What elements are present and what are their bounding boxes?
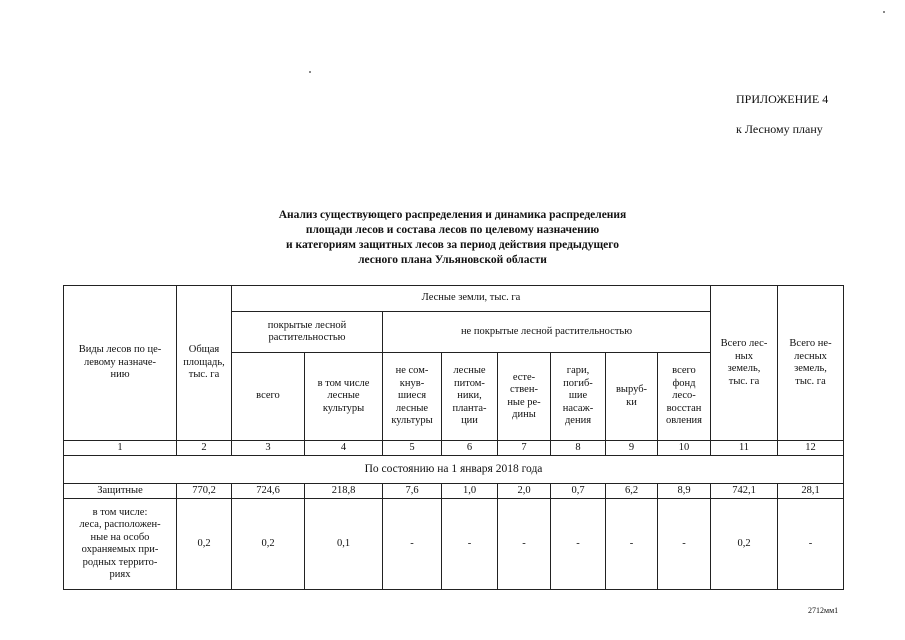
- appendix-subtitle: к Лесному плану: [736, 122, 823, 136]
- header-forest-cultures: в том числе лесные культуры: [305, 353, 383, 441]
- table-cell: -: [442, 499, 498, 590]
- row-label: в том числе: леса, расположен- ные на особо охраняемых при- родных террито- риях: [64, 499, 177, 590]
- header-cuttings: выруб- ки: [606, 353, 658, 441]
- print-stamp: 2712мм1: [808, 606, 839, 615]
- table-cell: -: [383, 499, 442, 590]
- header-not-covered: не покрытые лесной растительностью: [383, 312, 711, 353]
- table-cell: 742,1: [711, 484, 778, 499]
- column-number: 8: [551, 441, 606, 456]
- header-types: Виды лесов по це- левому назначе- нию: [64, 286, 177, 441]
- column-number: 12: [778, 441, 844, 456]
- scan-speck: [883, 11, 885, 13]
- title-line: площади лесов и состава лесов по целевому назначению: [305, 224, 600, 236]
- title-line: и категориям защитных лесов за период действия предыдущего: [286, 239, 619, 251]
- table-cell: 0,2: [711, 499, 778, 590]
- column-number: 5: [383, 441, 442, 456]
- table-row: [64, 499, 844, 590]
- table-cell: -: [551, 499, 606, 590]
- scan-speck: [309, 71, 311, 73]
- header-natural-sparse: есте- ствен- ные ре- дины: [498, 353, 551, 441]
- header-nurseries: лесные питом- ники, планта- ции: [442, 353, 498, 441]
- row-label: Защитные: [64, 484, 177, 499]
- header-covered: покрытые лесной растительностью: [232, 312, 383, 353]
- table-cell: -: [778, 499, 844, 590]
- header-covered-total: всего: [232, 353, 305, 441]
- table-cell: -: [498, 499, 551, 590]
- column-number: 1: [64, 441, 177, 456]
- header-unclosed-cultures: не сом- кнув- шиеся лесные культуры: [383, 353, 442, 441]
- title-line: Анализ существующего распределения и динамика распределения: [278, 209, 627, 221]
- header-total-area: Общая площадь, тыс. га: [177, 286, 232, 441]
- forest-distribution-table: [63, 285, 844, 590]
- column-number: 7: [498, 441, 551, 456]
- table-cell: 0,7: [551, 484, 606, 499]
- table-cell: 0,2: [177, 499, 232, 590]
- column-number: 10: [658, 441, 711, 456]
- table-cell: 218,8: [305, 484, 383, 499]
- table-cell: 0,2: [232, 499, 305, 590]
- header-all-forest-lands: Всего лес- ных земель, тыс. га: [711, 286, 778, 441]
- appendix-label: ПРИЛОЖЕНИЕ 4: [736, 92, 829, 106]
- column-number: 2: [177, 441, 232, 456]
- table-cell: 2,0: [498, 484, 551, 499]
- header-all-nonforest-lands: Всего не- лесных земель, тыс. га: [778, 286, 844, 441]
- header-burnt: гари, погиб- шие насаж- дения: [551, 353, 606, 441]
- table-cell: 6,2: [606, 484, 658, 499]
- table-cell: 8,9: [658, 484, 711, 499]
- column-number: 9: [606, 441, 658, 456]
- column-number-row: [64, 441, 844, 456]
- table-cell: -: [606, 499, 658, 590]
- table-cell: 770,2: [177, 484, 232, 499]
- header-forest-lands: Лесные земли, тыс. га: [232, 286, 711, 312]
- table-cell: 0,1: [305, 499, 383, 590]
- table-cell: 1,0: [442, 484, 498, 499]
- column-number: 11: [711, 441, 778, 456]
- column-number: 4: [305, 441, 383, 456]
- table-cell: 7,6: [383, 484, 442, 499]
- document-title: [185, 208, 720, 268]
- table-row: [64, 484, 844, 499]
- table-cell: 28,1: [778, 484, 844, 499]
- table-cell: -: [658, 499, 711, 590]
- header-reforestation-fund: всего фонд лесо- восстан овления: [658, 353, 711, 441]
- table-cell: 724,6: [232, 484, 305, 499]
- date-section-row: По состоянию на 1 января 2018 года: [64, 456, 844, 484]
- column-number: 6: [442, 441, 498, 456]
- title-line: лесного плана Ульяновской области: [358, 254, 547, 266]
- column-number: 3: [232, 441, 305, 456]
